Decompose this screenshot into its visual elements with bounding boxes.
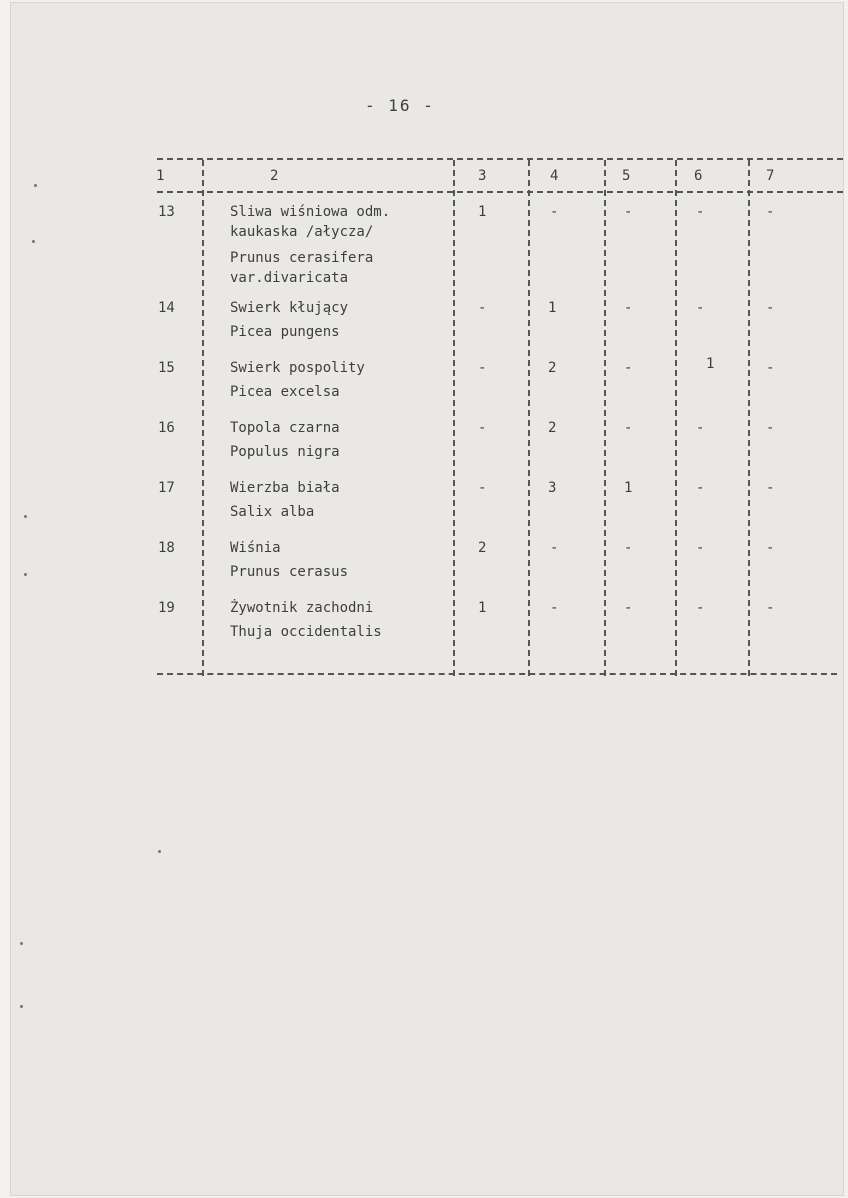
table-top-rule — [157, 158, 843, 160]
col-7-value: - — [766, 360, 775, 376]
species-name — [230, 478, 340, 522]
header-col-5: 5 — [622, 168, 631, 184]
margin-speck — [34, 184, 37, 187]
col-5-value: - — [624, 600, 633, 616]
col-4-value: - — [550, 204, 559, 220]
col-5-value: - — [624, 204, 633, 220]
col-5-value: - — [624, 300, 633, 316]
column-divider-4 — [604, 160, 606, 676]
row-number: 17 — [158, 480, 175, 496]
row-number: 15 — [158, 360, 175, 376]
col-3-value: - — [478, 420, 487, 436]
species-line: Swierk kłujący — [230, 300, 349, 316]
col-4-value: 2 — [548, 360, 557, 376]
col-5-value: - — [624, 540, 633, 556]
margin-speck — [158, 850, 161, 853]
col-5-value: 1 — [624, 480, 633, 496]
margin-speck — [32, 240, 35, 243]
col-3-value: - — [478, 480, 487, 496]
species-line: var.divaricata — [230, 270, 349, 286]
species-line: Wiśnia — [230, 540, 281, 556]
col-6-value: - — [696, 480, 705, 496]
margin-speck — [20, 1005, 23, 1008]
table-bottom-rule — [157, 673, 837, 675]
column-divider-6 — [748, 160, 750, 676]
species-line: Thuja occidentalis — [230, 624, 382, 640]
species-name — [230, 202, 390, 288]
col-7-value: - — [766, 300, 775, 316]
col-4-value: 1 — [548, 300, 557, 316]
col-6-value: 1 — [706, 356, 715, 372]
species-line: Salix alba — [230, 504, 315, 520]
species-name — [230, 358, 365, 402]
col-7-value: - — [766, 420, 775, 436]
species-line: Populus nigra — [230, 444, 340, 460]
col-3-value: 2 — [478, 540, 487, 556]
margin-speck — [20, 942, 23, 945]
header-col-1: 1 — [156, 168, 165, 184]
col-4-value: - — [550, 540, 559, 556]
col-6-value: - — [696, 204, 705, 220]
column-divider-2 — [453, 160, 455, 676]
col-7-value: - — [766, 480, 775, 496]
header-col-2: 2 — [270, 168, 279, 184]
species-line: Wierzba biała — [230, 480, 340, 496]
col-6-value: - — [696, 420, 705, 436]
row-number: 18 — [158, 540, 175, 556]
species-line: Sliwa wiśniowa odm. — [230, 204, 391, 220]
species-line: kaukaska /ałycza/ — [230, 224, 374, 240]
species-line: Picea excelsa — [230, 384, 340, 400]
species-name — [230, 598, 382, 642]
col-3-value: - — [478, 300, 487, 316]
species-name — [230, 418, 340, 462]
col-7-value: - — [766, 540, 775, 556]
species-name — [230, 298, 348, 342]
col-4-value: - — [550, 600, 559, 616]
col-5-value: - — [624, 420, 633, 436]
header-col-7: 7 — [766, 168, 775, 184]
header-col-6: 6 — [694, 168, 703, 184]
column-divider-1 — [202, 160, 204, 676]
species-line: Topola czarna — [230, 420, 340, 436]
col-4-value: 3 — [548, 480, 557, 496]
col-3-value: 1 — [478, 600, 487, 616]
col-7-value: - — [766, 600, 775, 616]
col-6-value: - — [696, 600, 705, 616]
col-6-value: - — [696, 540, 705, 556]
margin-speck — [24, 515, 27, 518]
col-5-value: - — [624, 360, 633, 376]
species-line: Prunus cerasus — [230, 564, 349, 580]
header-bottom-rule — [157, 191, 843, 193]
col-3-value: - — [478, 360, 487, 376]
col-3-value: 1 — [478, 204, 487, 220]
species-line: Prunus cerasifera — [230, 250, 374, 266]
species-line: Żywotnik zachodni — [230, 600, 374, 616]
document-page — [10, 2, 844, 1196]
species-line: Picea pungens — [230, 324, 340, 340]
col-7-value: - — [766, 204, 775, 220]
page-number: - 16 - — [365, 96, 435, 115]
species-name — [230, 538, 348, 582]
row-number: 16 — [158, 420, 175, 436]
row-number: 14 — [158, 300, 175, 316]
column-divider-3 — [528, 160, 530, 676]
header-col-4: 4 — [550, 168, 559, 184]
col-4-value: 2 — [548, 420, 557, 436]
row-number: 13 — [158, 204, 175, 220]
header-col-3: 3 — [478, 168, 487, 184]
row-number: 19 — [158, 600, 175, 616]
col-6-value: - — [696, 300, 705, 316]
species-line: Swierk pospolity — [230, 360, 365, 376]
column-divider-5 — [675, 160, 677, 676]
margin-speck — [24, 573, 27, 576]
